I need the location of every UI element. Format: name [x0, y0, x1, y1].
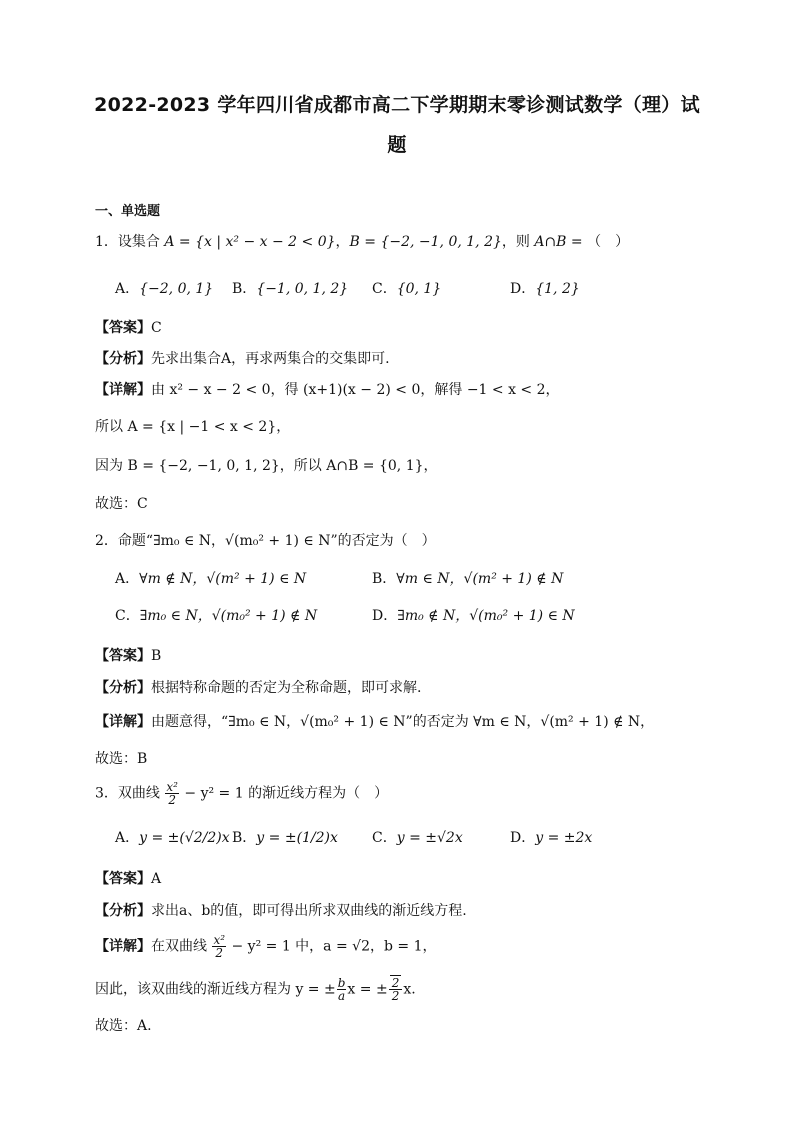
q1-stem-mid: ，则 — [501, 234, 535, 250]
q1-stem — [95, 232, 629, 252]
q1-analysis: 【分析】先求出集合A，再求两集合的交集即可. — [95, 351, 390, 367]
q1-set-b: B = {−2, −1, 0, 1, 2} — [349, 234, 502, 250]
q3-detail-fraction: $\frac{\text{x²}}{2}$ — [213, 933, 226, 960]
q3-frac-sqrt2-2: $\frac{2}{2}$ — [389, 977, 403, 1002]
q1-set-a: A = {x | x² − x − 2 < 0} — [164, 234, 336, 250]
q3-conclusion: 故选：A. — [95, 1018, 152, 1034]
q1-expr: A∩B — [534, 234, 567, 250]
q2-detail: 【详解】由题意得，“∃m₀ ∈ N，√(m₀² + 1) ∈ N”的否定为 ∀m ∈ N，√(m² + 1) ∉ N， — [95, 714, 655, 730]
q1-answer: 【答案】C — [95, 320, 162, 336]
q1-option-d: D．{1, 2} — [510, 281, 580, 297]
q3-option-b: B．y = ±(1/2)x — [232, 830, 338, 846]
q3-option-c: C．y = ±√2x — [372, 830, 463, 846]
q2-option-b: B．∀m ∈ N，√(m² + 1) ∉ N — [372, 571, 564, 587]
title-line-1: 2022-2023 学年四川省成都市高二下学期期末零诊测试数学（理）试 — [94, 94, 700, 116]
q1-option-c: C．{0, 1} — [372, 281, 442, 297]
q1-detail-3: 因为 B = {−2, −1, 0, 1, 2}，所以 A∩B = {0, 1}， — [95, 458, 438, 474]
q2-conclusion: 故选：B — [95, 751, 148, 767]
q2-answer: 【答案】B — [95, 648, 162, 664]
q2-analysis: 【分析】根据特称命题的否定为全称命题，即可求解. — [95, 680, 422, 696]
q3-frac-b-a: $\frac{b}{a}$ — [337, 976, 346, 1003]
q1-stem-end: = （ ） — [566, 234, 630, 250]
q2-stem: 2．命题“∃m₀ ∈ N，√(m₀² + 1) ∈ N”的否定为（ ） — [95, 533, 436, 549]
q3-stem: 3．双曲线 $\frac{\text{x²}}{2}$ − y² = 1 的渐近线方程为（ ） — [95, 780, 389, 807]
q3-option-d: D．y = ±2x — [510, 830, 593, 846]
q1-option-a: A．{−2, 0, 1} — [115, 281, 214, 297]
q3-analysis: 【分析】求出a、b的值，即可得出所求双曲线的渐近线方程. — [95, 903, 467, 919]
q3-option-a: A．y = ±(√2/2)x — [115, 830, 230, 846]
q1-option-b: B．{−1, 0, 1, 2} — [232, 281, 349, 297]
q3-detail-1: 【详解】在双曲线 $\frac{\text{x²}}{2}$ − y² = 1 中，a = √2，b = 1， — [95, 933, 437, 960]
q1-detail-1: 【详解】由 x² − x − 2 < 0，得 (x+1)(x − 2) < 0，解得 −1 < x < 2， — [95, 382, 560, 398]
q1-conclusion: 故选：C — [95, 496, 148, 512]
q2-option-a: A．∀m ∉ N，√(m² + 1) ∈ N — [115, 571, 307, 587]
q3-answer: 【答案】A — [95, 871, 162, 887]
q2-option-d: D．∃m₀ ∉ N，√(m₀² + 1) ∈ N — [372, 608, 575, 624]
q2-option-c: C．∃m₀ ∈ N，√(m₀² + 1) ∉ N — [115, 608, 318, 624]
q1-stem-prefix: 1．设集合 — [95, 234, 165, 250]
q1-stem-sep: ， — [335, 234, 350, 250]
q3-detail-2: 因此，该双曲线的渐近线方程为 y = ± $\frac{b}{a}$ x = ± $\frac{2}{2}$ x. — [95, 976, 416, 1003]
q3-fraction: $\frac{\text{x²}}{2}$ — [166, 780, 178, 807]
title-line-2: 题 — [387, 134, 407, 156]
q1-detail-2: 所以 A = {x | −1 < x < 2}， — [95, 419, 291, 435]
page-title — [60, 85, 734, 165]
section-heading: 一、单选题 — [95, 204, 161, 219]
